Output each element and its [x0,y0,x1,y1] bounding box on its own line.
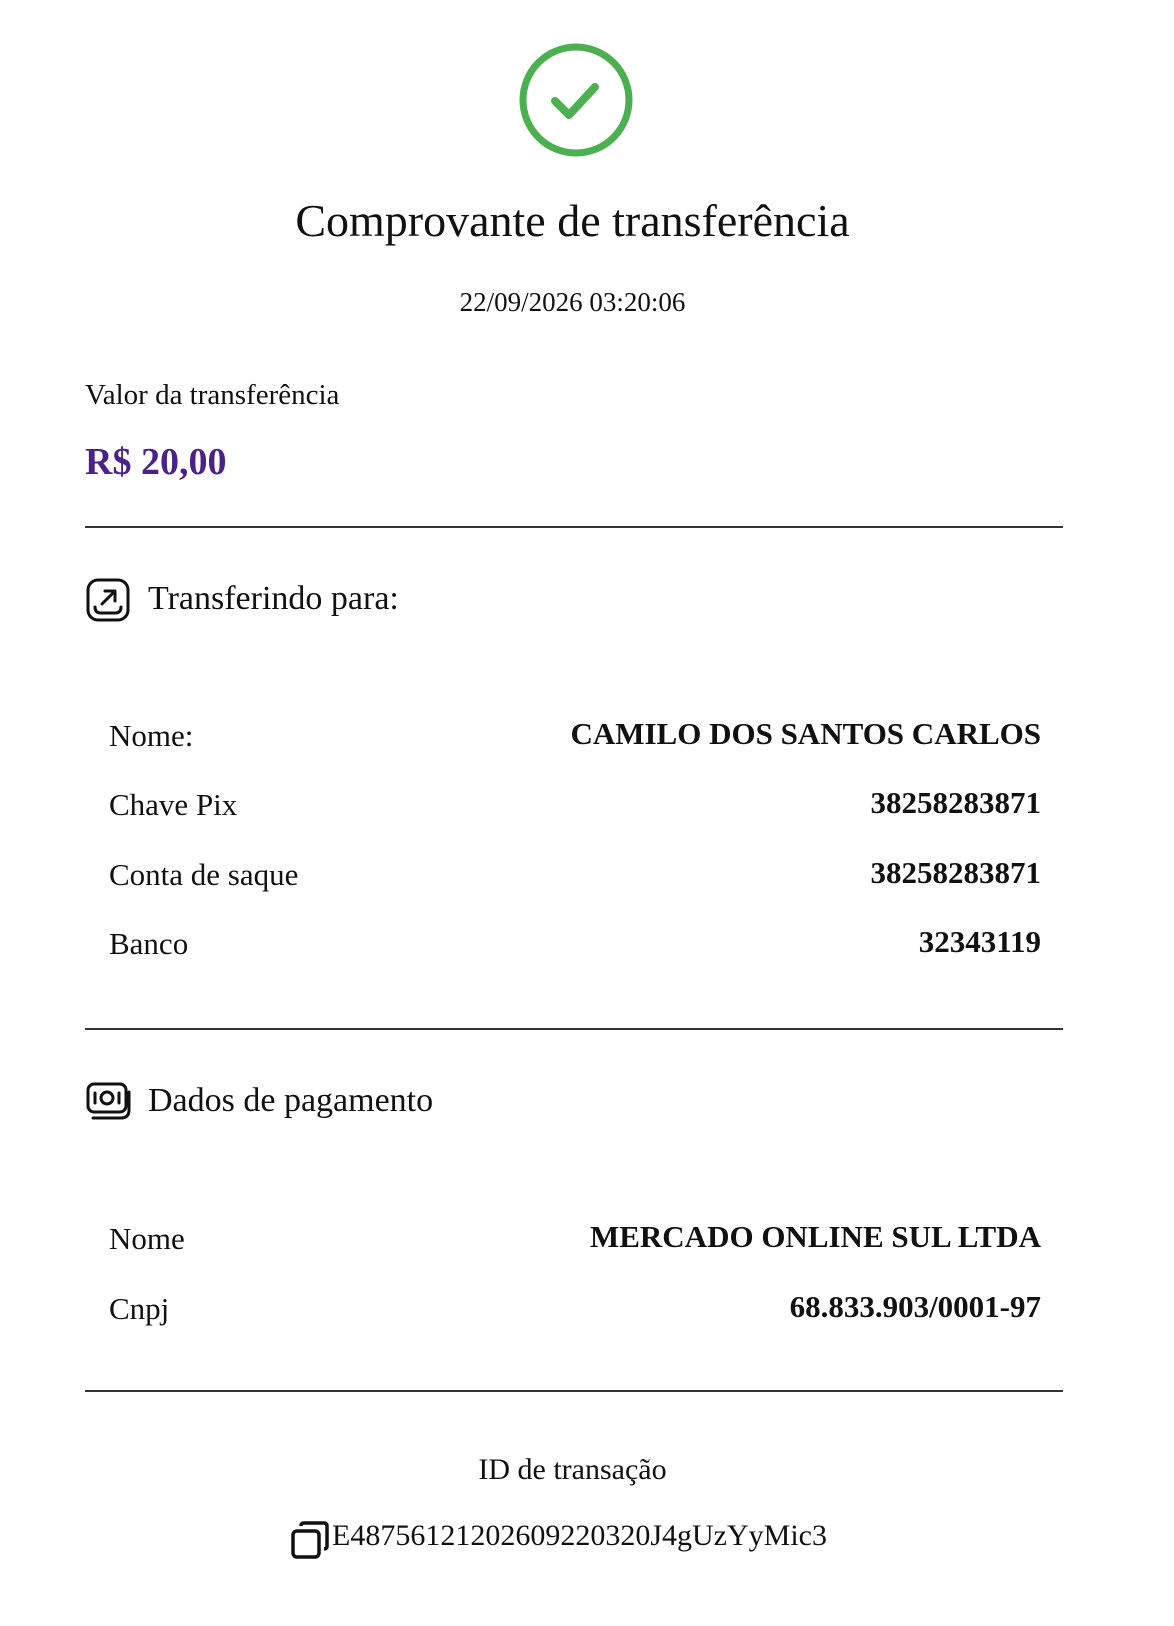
transaction-id-value: E48756121202609220320J4gUzYyMic3 [332,1519,827,1552]
divider [85,526,1063,528]
recipient-name-label: Nome: [109,718,194,753]
cnpj-label: Cnpj [109,1291,170,1326]
transaction-id-row[interactable] [290,1512,827,1560]
transfer-datetime: 22/09/2026 03:20:06 [459,287,686,317]
amount-label: Valor da transferência [85,379,340,411]
amount-value: R$ 20,00 [85,441,227,483]
divider [85,1028,1063,1030]
bank-label: Banco [109,926,189,961]
cnpj-value: 68.833.903/0001-97 [789,1289,1041,1324]
recipient-name-value: CAMILO DOS SANTOS CARLOS [570,716,1041,751]
copy-icon[interactable] [290,1520,330,1560]
account-value: 38258283871 [870,855,1041,890]
recipient-section-title: Transferindo para: [148,580,399,617]
pix-key-label: Chave Pix [109,787,238,822]
bank-value: 32343119 [918,924,1041,959]
transaction-id-label: ID de transação [478,1453,667,1486]
page-title: Comprovante de transferência [295,195,850,246]
payment-section-title: Dados de pagamento [148,1082,434,1119]
payer-name-label: Nome [109,1221,185,1256]
money-bill-icon [85,1078,131,1124]
payer-name-value: MERCADO ONLINE SUL LTDA [589,1219,1041,1254]
pix-key-value: 38258283871 [870,785,1041,820]
divider [85,1390,1063,1392]
account-label: Conta de saque [109,857,299,892]
transfer-out-icon [85,577,131,623]
check-circle-icon [518,42,634,158]
